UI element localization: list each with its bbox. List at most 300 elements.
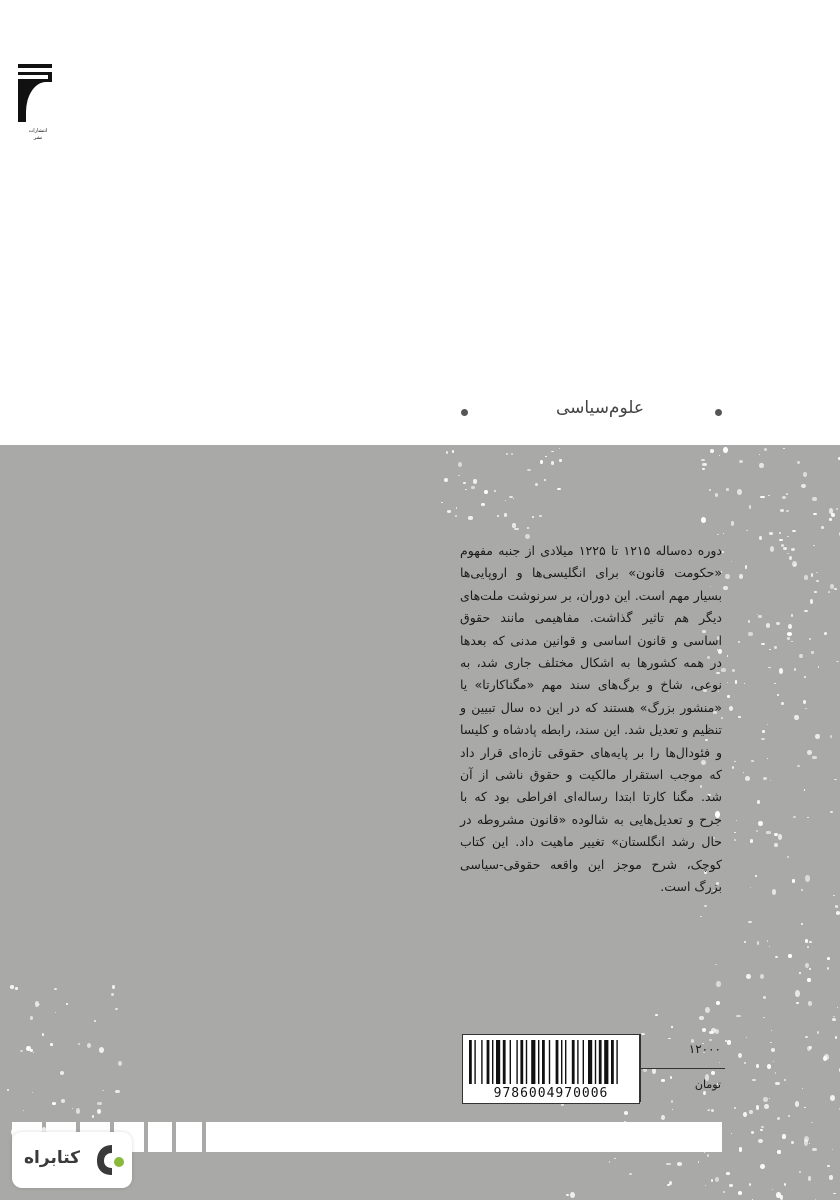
cover-top-area — [0, 0, 840, 445]
distress-speck — [809, 941, 811, 942]
distress-speck — [661, 1115, 665, 1120]
distress-speck — [729, 706, 733, 711]
distress-speck — [92, 1115, 94, 1118]
distress-speck — [494, 490, 496, 492]
distress-speck — [763, 1017, 764, 1018]
distress-speck — [734, 839, 736, 841]
distress-speck — [770, 546, 774, 552]
distress-speck — [786, 510, 788, 512]
distress-speck — [768, 495, 770, 496]
distress-speck — [807, 817, 808, 818]
distress-speck — [772, 1189, 773, 1190]
distress-speck — [750, 887, 751, 888]
distress-speck — [764, 448, 767, 451]
distress-speck — [829, 508, 833, 513]
distress-speck — [52, 1102, 56, 1105]
distress-speck — [727, 655, 729, 657]
distress-speck — [744, 683, 745, 684]
distress-speck — [704, 905, 707, 907]
distress-speck — [759, 536, 762, 540]
distress-speck — [836, 911, 840, 915]
distress-speck — [772, 889, 777, 895]
distress-speck — [94, 1020, 96, 1023]
distress-speck — [796, 1002, 799, 1004]
publisher-logo-mark — [18, 64, 52, 122]
distress-speck — [734, 832, 736, 833]
distress-speck — [780, 509, 785, 512]
bottom-strip-block — [176, 1122, 202, 1152]
distress-speck — [813, 545, 815, 547]
distress-speck — [736, 1015, 741, 1017]
distress-speck — [514, 528, 518, 530]
isbn-number: 9786004970006 — [493, 1086, 609, 1101]
distress-speck — [738, 1191, 742, 1195]
distress-speck — [804, 789, 805, 790]
distress-speck — [789, 556, 792, 560]
distress-speck — [732, 766, 734, 769]
distress-speck — [551, 461, 554, 465]
distress-speck — [669, 1181, 672, 1185]
distress-speck — [771, 1048, 775, 1052]
distress-speck — [803, 700, 806, 704]
distress-speck — [828, 591, 830, 593]
distress-speck — [824, 632, 827, 635]
distress-speck — [761, 1126, 765, 1128]
distress-speck — [769, 1098, 770, 1099]
distress-speck — [827, 1165, 829, 1166]
distress-speck — [698, 1161, 699, 1163]
distress-speck — [727, 695, 729, 697]
distress-speck — [732, 669, 734, 672]
distress-speck — [61, 1099, 66, 1103]
distress-speck — [112, 985, 115, 989]
distress-speck — [763, 996, 767, 999]
distress-speck — [809, 968, 811, 969]
distress-speck — [715, 493, 718, 497]
distress-speck — [787, 553, 789, 554]
distress-speck — [775, 1072, 776, 1073]
watermark-text: کتابراه — [24, 1148, 81, 1168]
distress-speck — [702, 468, 705, 471]
distress-speck — [788, 624, 792, 629]
distress-speck — [759, 463, 763, 469]
distress-speck — [749, 505, 751, 508]
distress-speck — [791, 548, 795, 551]
distress-speck — [817, 1031, 819, 1033]
distress-speck — [118, 1061, 122, 1066]
distress-speck — [836, 661, 839, 663]
distress-speck — [770, 780, 771, 781]
publisher-logo — [18, 64, 66, 154]
distress-speck — [743, 772, 744, 774]
distress-speck — [739, 574, 743, 579]
back-cover-blurb: دوره ده‌ساله ۱۲۱۵ تا ۱۲۲۵ میلادی از جنبه مفهوم «حکومت قانون» برای انگلیسی‌ها و اروپایی‌ها بسیار مهم است. این دوران، بر سرنوشت ملت‌های دیگر هم تاثیر گذاشت. مفاهیمی مانند حقوق اساسی و قانون اساسی و قوانین مدنی که بعدها در همه کشورها به اشکال مختلف جاری شد، به نوعی، شاخ و برگ‌های سند مهم «مگناکارتا» یا «منشور بزرگ» هستند که در این ده سال تبیین و تنظیم و تعدیل شد. این سند، رابطه پادشاه و کلیسا و فئودال‌ها را بر پایه‌های حقوقی تازه‌ای قرار داد که موجب استقرار مالکیت و حقوق ناشی از آن شد. مگنا کارتا ابتدا رساله‌ای افراطی بود که با جرح و تعدیل‌هایی به شالوده «قانون مشروطه در حال رشد انگلستان» تغییر ماهیت داد. این کتاب کوچک، شرح موجز این واقعه حقوقی-سیاسی بزرگ است. — [460, 543, 722, 895]
distress-speck — [535, 483, 538, 486]
distress-speck — [97, 1102, 102, 1106]
distress-speck — [799, 972, 801, 974]
distress-speck — [505, 500, 506, 501]
distress-speck — [545, 456, 547, 458]
distress-speck — [731, 1133, 732, 1134]
distress-speck — [832, 1149, 833, 1150]
distress-speck — [746, 530, 748, 531]
distress-speck — [731, 561, 732, 562]
distress-speck — [506, 453, 508, 455]
distress-speck — [751, 1131, 754, 1134]
distress-speck — [761, 738, 765, 740]
distress-speck — [566, 1194, 568, 1196]
category-label: علوم‌سیاسی — [555, 398, 645, 418]
distress-speck — [775, 1082, 780, 1085]
price-divider — [641, 1068, 725, 1069]
distress-speck — [722, 551, 724, 553]
distress-speck — [782, 496, 786, 499]
distress-speck — [793, 816, 796, 818]
distress-speck — [738, 641, 740, 644]
distress-speck — [797, 765, 799, 767]
distress-speck — [816, 572, 818, 573]
distress-speck — [655, 1014, 658, 1016]
distress-speck — [805, 875, 809, 881]
distress-speck — [833, 1193, 836, 1194]
distress-speck — [115, 1090, 120, 1093]
distress-speck — [559, 448, 560, 449]
distress-speck — [746, 1037, 747, 1039]
distress-speck — [766, 831, 770, 833]
distress-speck — [815, 734, 819, 740]
distress-speck — [455, 515, 457, 517]
distress-speck — [805, 708, 807, 709]
distress-speck — [446, 451, 448, 454]
distress-speck — [735, 680, 738, 684]
distress-speck — [783, 448, 785, 450]
distress-speck — [779, 539, 782, 542]
distress-speck — [99, 1047, 104, 1053]
distress-speck — [760, 1164, 765, 1169]
distress-speck — [751, 760, 754, 762]
ketabrah-logo-icon — [94, 1142, 130, 1178]
distress-speck — [758, 615, 762, 618]
distress-speck — [544, 479, 546, 481]
distress-speck — [723, 1191, 725, 1193]
distress-speck — [795, 1101, 799, 1107]
distress-speck — [804, 1136, 809, 1142]
distress-speck — [527, 527, 528, 529]
distress-speck — [805, 939, 808, 943]
distress-speck — [447, 510, 451, 513]
distress-speck — [763, 1097, 768, 1101]
distress-speck — [835, 1036, 837, 1039]
distress-speck — [787, 856, 789, 858]
distress-speck — [701, 459, 705, 461]
distress-speck — [809, 1143, 810, 1144]
distress-speck — [115, 1008, 118, 1010]
distress-speck — [801, 923, 803, 925]
distress-speck — [755, 875, 757, 877]
distress-speck — [762, 730, 765, 734]
distress-speck — [737, 489, 742, 495]
distress-speck — [609, 1161, 610, 1162]
distress-speck — [723, 447, 727, 453]
distress-speck — [744, 941, 747, 944]
distress-speck — [769, 946, 770, 947]
distress-speck — [111, 993, 114, 996]
distress-speck — [624, 1111, 628, 1115]
distress-speck — [807, 946, 809, 948]
bottom-strip-bar — [206, 1122, 722, 1152]
distress-speck — [723, 586, 728, 591]
distress-speck — [452, 450, 454, 453]
distress-speck — [711, 1179, 714, 1182]
distress-speck — [770, 1042, 772, 1043]
distress-speck — [837, 1007, 838, 1008]
distress-speck — [814, 591, 817, 593]
distress-speck — [792, 879, 794, 882]
distress-speck — [481, 503, 485, 507]
distress-speck — [807, 750, 812, 755]
distress-speck — [784, 1183, 786, 1186]
distress-speck — [771, 1030, 773, 1031]
distress-speck — [87, 1043, 91, 1048]
distress-speck — [726, 1172, 730, 1175]
distress-speck — [816, 580, 819, 582]
distress-speck — [746, 974, 751, 979]
distress-speck — [808, 1176, 811, 1181]
distress-speck — [734, 761, 736, 762]
distress-speck — [833, 895, 835, 896]
distress-speck — [20, 1050, 23, 1052]
distress-speck — [782, 1134, 785, 1139]
distress-speck — [773, 1061, 774, 1062]
distress-speck — [444, 478, 448, 482]
distress-speck — [809, 1046, 812, 1049]
distress-speck — [829, 518, 833, 521]
distress-speck — [710, 449, 714, 453]
distress-speck — [671, 1026, 673, 1027]
distress-speck — [777, 694, 779, 695]
distress-speck — [748, 632, 753, 635]
distress-speck — [716, 981, 721, 986]
distress-speck — [821, 526, 824, 529]
distress-speck — [818, 666, 820, 668]
distress-speck — [66, 1003, 67, 1004]
distress-speck — [758, 1139, 763, 1143]
distress-speck — [468, 516, 473, 519]
distress-speck — [702, 1028, 706, 1032]
distress-speck — [708, 1109, 709, 1111]
distress-speck — [570, 1192, 575, 1198]
distress-speck — [50, 1043, 54, 1046]
distress-speck — [781, 544, 784, 547]
distress-speck — [705, 1007, 710, 1013]
distress-speck — [803, 472, 807, 477]
distress-speck — [804, 610, 808, 613]
distress-speck — [33, 1052, 34, 1053]
distress-speck — [801, 484, 806, 488]
distress-speck — [792, 561, 797, 567]
distress-speck — [769, 532, 772, 535]
distress-speck — [792, 530, 795, 533]
distress-speck — [750, 839, 754, 843]
distress-speck — [72, 1108, 73, 1109]
distress-speck — [830, 1095, 835, 1101]
distress-speck — [757, 941, 759, 944]
distress-speck — [781, 702, 783, 705]
distress-speck — [7, 1089, 9, 1091]
distress-speck — [743, 1112, 748, 1118]
distress-speck — [786, 493, 788, 496]
distress-speck — [812, 756, 817, 759]
distress-speck — [30, 1016, 34, 1020]
distress-speck — [715, 1177, 719, 1182]
distress-speck — [551, 451, 553, 452]
isbn-barcode — [462, 1034, 640, 1104]
distress-speck — [787, 637, 790, 640]
distress-speck — [629, 1173, 633, 1175]
distress-speck — [779, 668, 783, 674]
distress-speck — [827, 957, 830, 960]
distress-speck — [774, 646, 776, 648]
distress-speck — [511, 453, 514, 455]
distress-speck — [738, 716, 742, 718]
distress-speck — [760, 974, 764, 979]
price-value: ۱۲۰۰۰ — [688, 1042, 721, 1056]
distress-speck — [705, 1185, 706, 1186]
distress-speck — [729, 1184, 733, 1187]
distress-speck — [788, 954, 792, 957]
distress-speck — [725, 574, 729, 580]
distress-speck — [833, 1016, 835, 1017]
distress-speck — [764, 1104, 769, 1109]
distress-speck — [769, 649, 771, 650]
distress-speck — [525, 534, 530, 539]
distress-speck — [23, 1110, 24, 1111]
distress-speck — [15, 987, 18, 991]
distress-speck — [809, 638, 811, 640]
distress-speck — [709, 489, 711, 491]
distress-speck — [794, 668, 796, 670]
distress-speck — [830, 735, 832, 738]
distress-speck — [458, 475, 460, 476]
distress-speck — [55, 1012, 56, 1013]
distress-speck — [756, 1105, 760, 1110]
distress-speck — [715, 964, 717, 966]
distress-speck — [745, 565, 747, 568]
distress-speck — [677, 1162, 682, 1165]
distress-speck — [756, 1064, 759, 1068]
distress-speck — [766, 623, 771, 628]
distress-speck — [540, 460, 543, 464]
distress-speck — [767, 940, 769, 942]
distress-speck — [484, 490, 488, 495]
distress-speck — [717, 534, 719, 535]
distress-speck — [836, 508, 838, 510]
distress-speck — [441, 502, 443, 503]
distress-speck — [795, 990, 800, 996]
distress-speck — [473, 479, 477, 484]
ketabrah-watermark — [12, 1132, 132, 1188]
distress-speck — [726, 488, 729, 490]
distress-speck — [811, 1122, 813, 1123]
distress-speck — [745, 776, 750, 781]
distress-speck — [559, 459, 562, 462]
distress-speck — [776, 622, 780, 625]
distress-speck — [614, 1158, 616, 1160]
distress-speck — [812, 1148, 817, 1152]
distress-speck — [805, 1036, 808, 1039]
distress-speck — [778, 834, 783, 840]
distress-speck — [527, 469, 531, 471]
barcode-bars — [469, 1040, 633, 1084]
distress-speck — [759, 454, 760, 455]
distress-speck — [760, 496, 765, 499]
distress-speck — [727, 682, 728, 683]
distress-speck — [672, 1109, 673, 1110]
distress-speck — [815, 1199, 816, 1200]
distress-speck — [801, 889, 803, 891]
distress-speck — [557, 488, 561, 490]
distress-speck — [802, 1088, 804, 1089]
distress-speck — [10, 985, 14, 989]
distress-speck — [767, 758, 768, 759]
distress-speck — [779, 532, 782, 534]
distress-speck — [734, 1107, 736, 1109]
distress-speck — [787, 536, 789, 537]
distress-speck — [829, 1175, 833, 1179]
distress-speck — [799, 1171, 801, 1174]
distress-speck — [465, 489, 467, 490]
distress-speck — [723, 533, 725, 534]
bottom-strip-block — [148, 1122, 172, 1152]
distress-speck — [804, 1107, 806, 1109]
distress-speck — [804, 575, 808, 579]
distress-speck — [763, 777, 767, 780]
distress-speck — [731, 521, 734, 525]
distress-speck — [784, 1079, 785, 1081]
price-box — [640, 1034, 725, 1102]
distress-speck — [808, 1001, 812, 1006]
distress-speck — [835, 905, 839, 908]
distress-speck — [794, 715, 799, 721]
distress-speck — [791, 614, 793, 617]
distress-speck — [834, 588, 837, 591]
distress-speck — [719, 455, 720, 457]
distress-speck — [777, 1150, 780, 1154]
category-bullet-right — [715, 409, 722, 416]
distress-speck — [783, 547, 787, 550]
distress-speck — [767, 1064, 771, 1069]
distress-speck — [788, 1115, 790, 1118]
distress-speck — [504, 513, 507, 517]
distress-speck — [701, 517, 706, 523]
distress-speck — [471, 486, 475, 489]
distress-speck — [823, 1056, 827, 1062]
distress-speck — [811, 573, 814, 576]
distress-speck — [739, 460, 743, 464]
distress-speck — [756, 830, 758, 832]
distress-speck — [700, 916, 702, 917]
distress-speck — [736, 820, 737, 821]
distress-speck — [539, 515, 542, 517]
distress-speck — [748, 620, 750, 623]
distress-speck — [757, 800, 760, 804]
distress-speck — [727, 1040, 731, 1044]
distress-speck — [799, 654, 803, 659]
distress-speck — [791, 1141, 794, 1144]
distress-speck — [832, 1018, 835, 1021]
distress-speck — [752, 1079, 756, 1082]
distress-speck — [532, 516, 534, 518]
